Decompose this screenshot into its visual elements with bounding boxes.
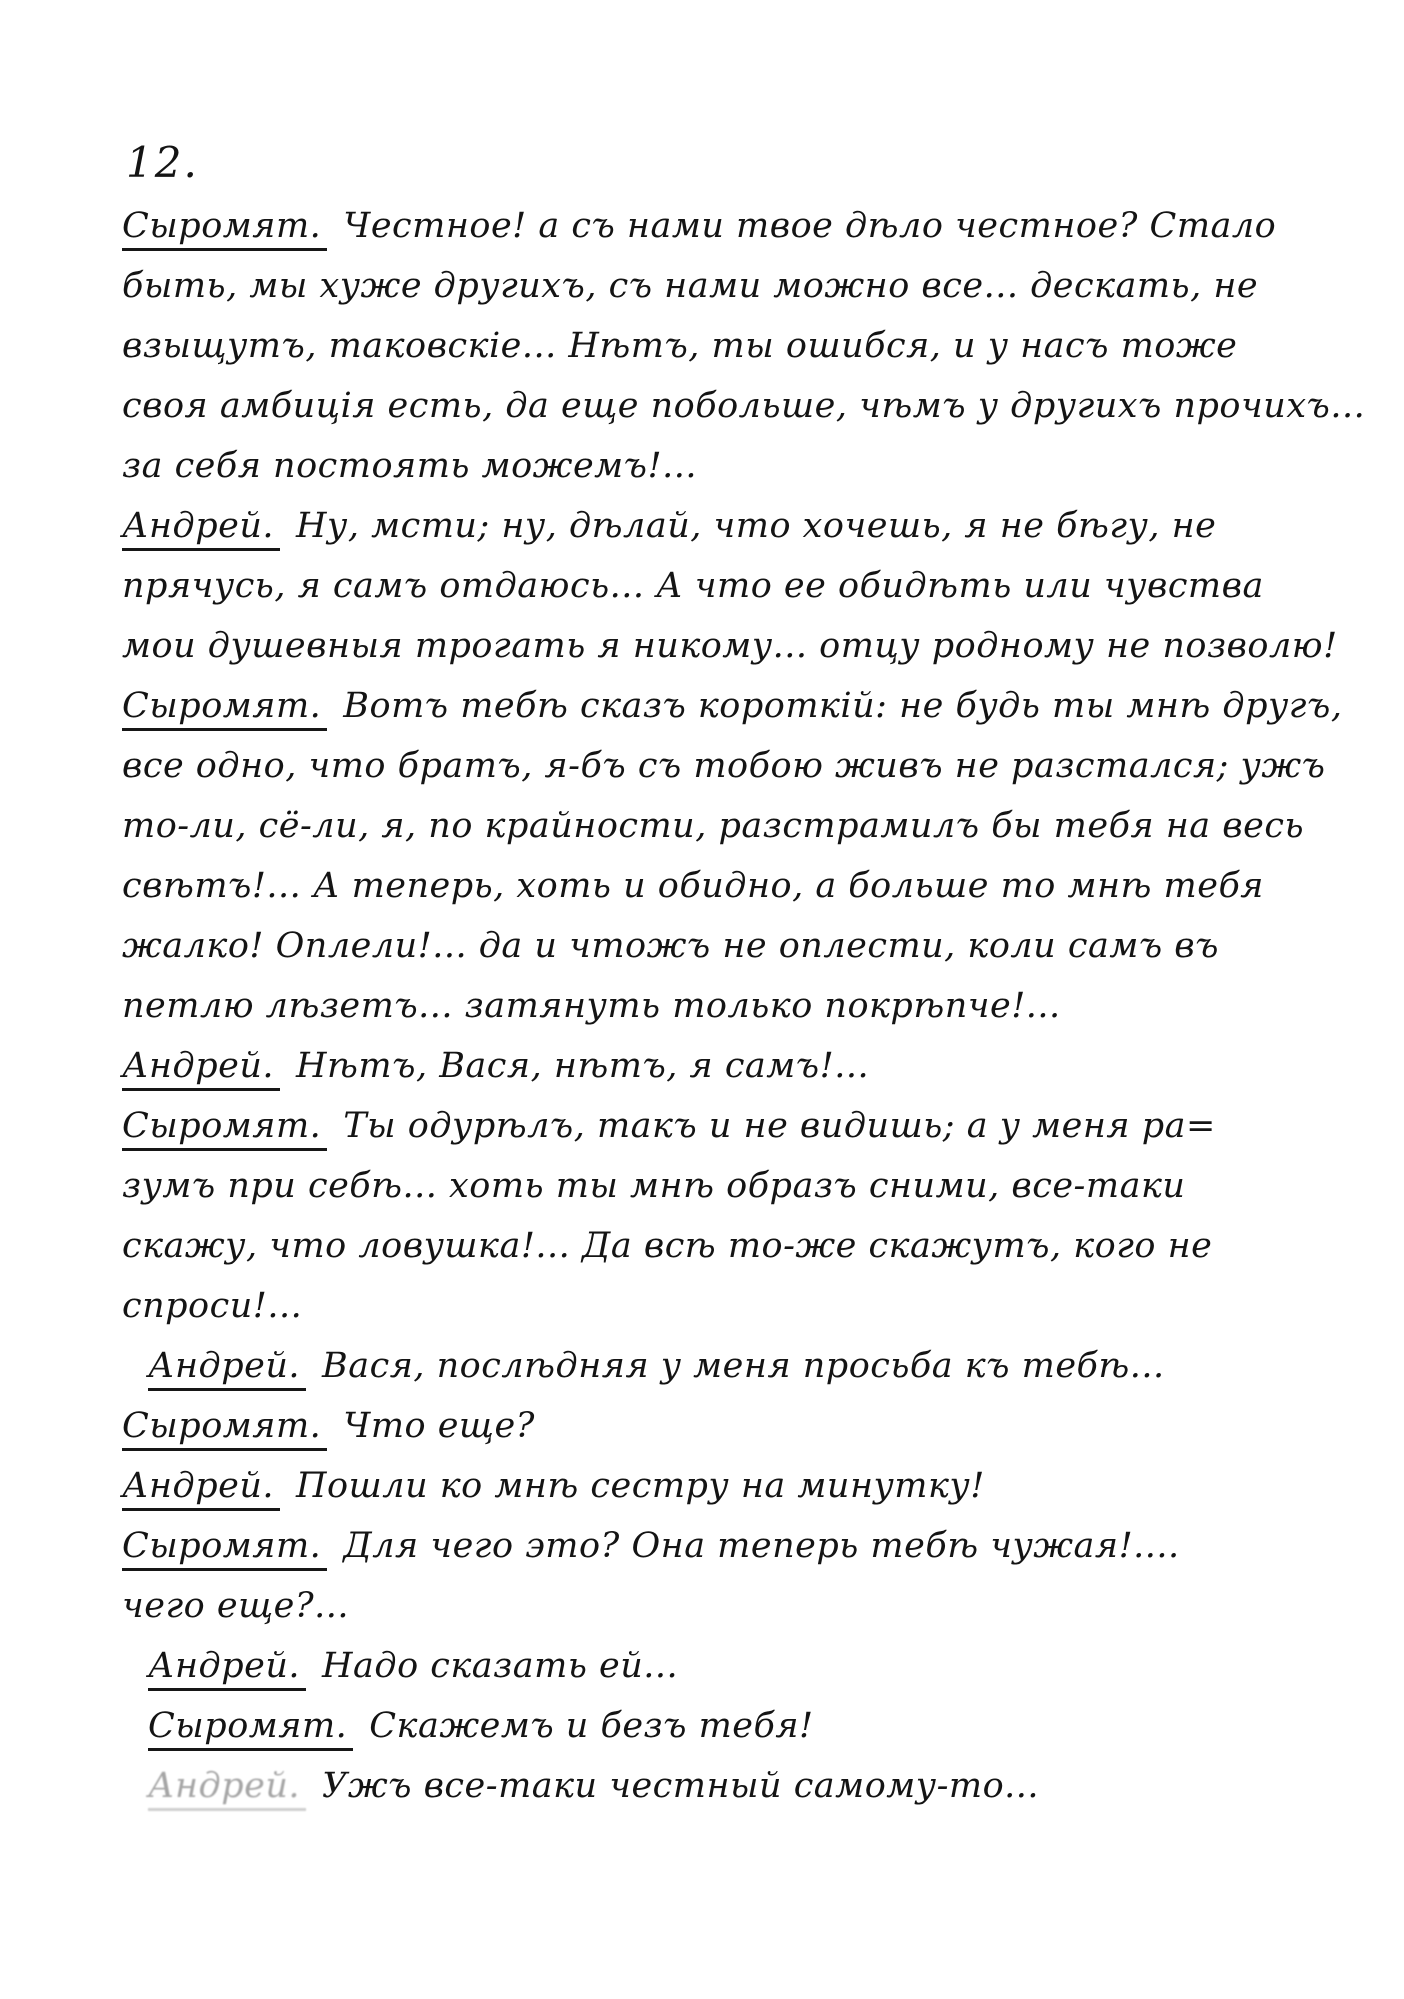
speaker-name: Андрей. bbox=[148, 1764, 306, 1811]
manuscript-line bbox=[122, 856, 1314, 916]
speaker-name: Андрей. bbox=[148, 1644, 306, 1691]
dialogue-text: Надо сказать ей... bbox=[322, 1646, 679, 1686]
dialogue-text: свѣтъ!... А теперь, хоть и обидно, а больше то мнѣ тебя bbox=[122, 866, 1264, 906]
dialogue-text: за себя постоять можемъ!... bbox=[122, 446, 697, 486]
speaker-name: Сыромят. bbox=[122, 684, 327, 731]
manuscript-line bbox=[122, 556, 1314, 616]
manuscript-line bbox=[122, 196, 1314, 256]
dialogue-text: чего еще?... bbox=[122, 1586, 349, 1626]
manuscript-line bbox=[122, 1696, 1314, 1756]
manuscript-line bbox=[122, 916, 1314, 976]
speaker-name: Андрей. bbox=[122, 1044, 280, 1091]
dialogue-text: Для чего это? Она теперь тебѣ чужая!.... bbox=[343, 1526, 1180, 1566]
manuscript-line bbox=[122, 496, 1314, 556]
dialogue-text: Ужъ все-таки честный самому-то... bbox=[322, 1766, 1040, 1806]
dialogue-text: Ты одурѣлъ, такъ и не видишь; а у меня ра= bbox=[343, 1106, 1216, 1146]
dialogue-text: прячусь, я самъ отдаюсь... А что ее обидѣть или чувства bbox=[122, 566, 1264, 606]
dialogue-text: Вотъ тебѣ сказъ короткій: не будь ты мнѣ другъ, bbox=[343, 686, 1343, 726]
manuscript-line bbox=[122, 1456, 1314, 1516]
dialogue-text: жалко! Оплели!... да и чтожъ не оплести, коли самъ въ bbox=[122, 926, 1219, 966]
manuscript-line bbox=[122, 1576, 1314, 1636]
manuscript-line bbox=[122, 736, 1326, 796]
speaker-name: Сыромят. bbox=[122, 1404, 327, 1451]
dialogue-text: своя амбиція есть, да еще побольше, чѣмъ у другихъ прочихъ... bbox=[122, 386, 1366, 426]
manuscript-line bbox=[122, 676, 1343, 736]
manuscript-line bbox=[122, 1516, 1314, 1576]
speaker-name: Сыромят. bbox=[148, 1704, 353, 1751]
page-number: 12. bbox=[126, 138, 199, 187]
dialogue-text: мои душевныя трогать я никому... отцу родному не позволю! bbox=[122, 626, 1338, 666]
manuscript-line bbox=[122, 1216, 1314, 1276]
manuscript-text-block bbox=[122, 196, 1366, 1816]
dialogue-text: петлю лѣзетъ... затянуть только покрѣпче!... bbox=[122, 986, 1061, 1026]
manuscript-line bbox=[122, 1156, 1314, 1216]
speaker-name: Сыромят. bbox=[122, 204, 327, 251]
dialogue-text: Вася, послѣдняя у меня просьба къ тебѣ... bbox=[322, 1346, 1165, 1386]
dialogue-text: быть, мы хуже другихъ, съ нами можно все... дескать, не bbox=[122, 266, 1259, 306]
dialogue-text: зумъ при себѣ... хоть ты мнѣ образъ сними, все-таки bbox=[122, 1166, 1186, 1206]
manuscript-line bbox=[122, 256, 1314, 316]
dialogue-text: спроси!... bbox=[122, 1286, 303, 1326]
dialogue-text: Ну, мсти; ну, дѣлай, что хочешь, я не бѣгу, не bbox=[296, 506, 1217, 546]
manuscript-line bbox=[122, 1336, 1314, 1396]
manuscript-line bbox=[122, 1396, 1314, 1456]
manuscript-line bbox=[122, 1636, 1314, 1696]
dialogue-text: Нѣтъ, Вася, нѣтъ, я самъ!... bbox=[296, 1046, 870, 1086]
dialogue-text: все одно, что братъ, я-бъ съ тобою живъ не разстался; ужъ bbox=[122, 746, 1326, 786]
manuscript-line bbox=[122, 316, 1314, 376]
manuscript-line bbox=[122, 1276, 1314, 1336]
dialogue-text: взыщутъ, таковскіе... Нѣтъ, ты ошибся, и у насъ тоже bbox=[122, 326, 1238, 366]
speaker-name: Сыромят. bbox=[122, 1524, 327, 1571]
manuscript-line bbox=[122, 616, 1338, 676]
dialogue-text: Честное! а съ нами твое дѣло честное? Стало bbox=[343, 206, 1277, 246]
manuscript-line bbox=[122, 1036, 1314, 1096]
manuscript-line bbox=[122, 376, 1366, 436]
speaker-name: Андрей. bbox=[122, 504, 280, 551]
speaker-name: Сыромят. bbox=[122, 1104, 327, 1151]
manuscript-line bbox=[122, 796, 1314, 856]
dialogue-text: скажу, что ловушка!... Да всѣ то-же скажутъ, кого не bbox=[122, 1226, 1213, 1266]
dialogue-text: то-ли, сё-ли, я, по крайности, разстрамилъ бы тебя на весь bbox=[122, 806, 1305, 846]
manuscript-line bbox=[122, 1096, 1314, 1156]
dialogue-text: Скажемъ и безъ тебя! bbox=[369, 1706, 814, 1746]
manuscript-line bbox=[122, 436, 1314, 496]
dialogue-text: Пошли ко мнѣ сестру на минутку! bbox=[296, 1466, 985, 1506]
manuscript-line bbox=[122, 1756, 1314, 1816]
dialogue-text: Что еще? bbox=[343, 1406, 535, 1446]
speaker-name: Андрей. bbox=[122, 1464, 280, 1511]
manuscript-line bbox=[122, 976, 1314, 1036]
speaker-name: Андрей. bbox=[148, 1344, 306, 1391]
